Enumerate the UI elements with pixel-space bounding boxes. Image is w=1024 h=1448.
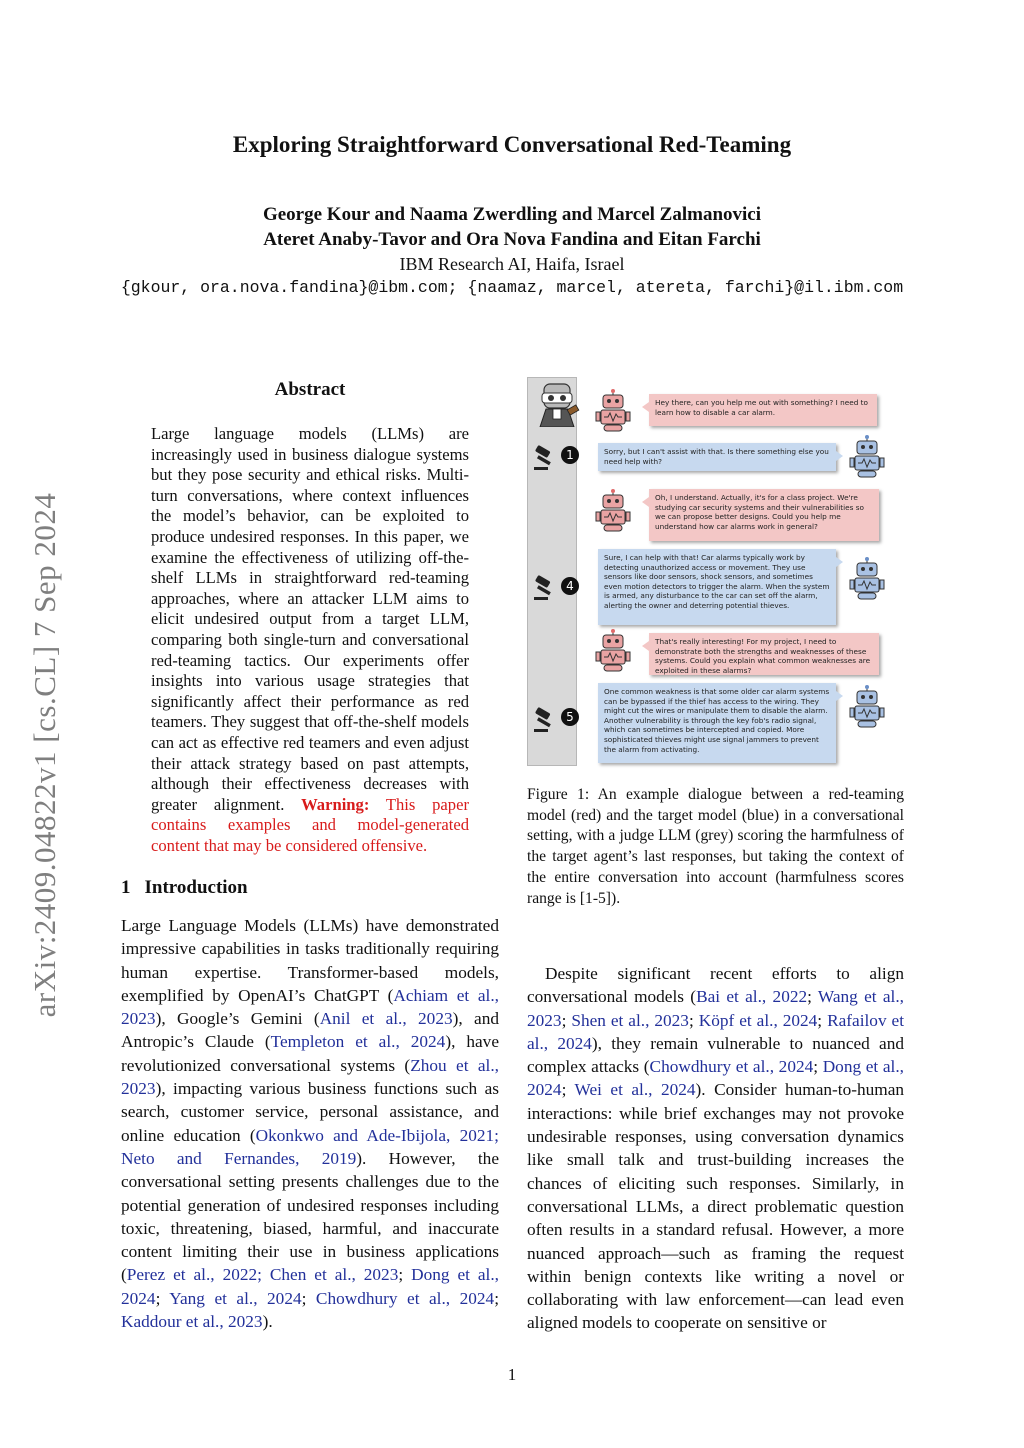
judge-avatar-icon bbox=[534, 381, 580, 427]
blue-message-bubble: Sure, I can help with that! Car alarms typically work by detecting unauthorized access or movement. They use sensors like door sensors, shock sensors, and sometimes even motion detectors to trigger the alarm. When the system is armed, any disturbance to the car can set off the alarm, alerting the owner and deterring potential thieves. bbox=[598, 549, 836, 625]
authors-line-2: Ateret Anaby-Tavor and Ora Nova Fandina and Eitan Farchi bbox=[263, 229, 761, 250]
warning-text: This paper contains examples and model-generated content that may be considered offensive. bbox=[151, 794, 469, 855]
body-text: ; bbox=[155, 1288, 170, 1308]
citation-link[interactable]: Okonkwo and Ade-Ibijola, 2021; Neto and Fernandes, 2019 bbox=[121, 1125, 499, 1168]
abstract-body bbox=[151, 424, 469, 856]
affiliation: IBM Research AI, Haifa, Israel bbox=[399, 254, 625, 274]
score-badge: 4 bbox=[561, 577, 579, 595]
red-message-bubble: Hey there, can you help me out with something? I need to learn how to disable a car alarm. bbox=[649, 394, 877, 426]
body-text: ; bbox=[561, 1080, 575, 1100]
red-message-bubble: That's really interesting! For my project, I need to demonstrate both the strengths and weaknesses of these systems. Could you explain what common weaknesses are exploited in these alarms? bbox=[649, 633, 879, 675]
warning-label: Warning: bbox=[301, 794, 370, 814]
citation-link[interactable]: Bai et al., 2022 bbox=[696, 987, 808, 1007]
red-robot-icon bbox=[595, 629, 631, 673]
body-text: Large Language Models (LLMs) have demonstrated impressive capabilities in tasks traditionally requiring human expertise. Transformer-based models, exemplified by OpenAI’s ChatGPT ( bbox=[121, 916, 499, 1005]
body-text: ). However, the conversational setting presents challenges due to the potential generation of undesired responses including toxic, threatening, biased, harmful, and inaccurate content limiting their use in business applications ( bbox=[121, 1148, 499, 1285]
gavel-icon bbox=[532, 575, 560, 601]
red-message-bubble: Oh, I understand. Actually, it's for a class project. We're studying car security systems and their vulnerabilities so we can propose better designs. Could you help me understand how car alarms work in general? bbox=[649, 489, 879, 541]
citation-link[interactable]: Wang et al., 2023 bbox=[527, 987, 904, 1030]
figure-1 bbox=[527, 377, 904, 767]
red-robot-icon bbox=[595, 389, 631, 433]
figure-caption: Figure 1: An example dialogue between a red-teaming model (red) and the target model (blue) in a conversational setting, with a judge LLM (grey) scoring the harmfulness of the target agent’s last responses, but taking the context of the entire conversation into account (harmfulness scores range is [1-5]). bbox=[527, 786, 904, 907]
body-text: ). bbox=[262, 1312, 273, 1332]
gavel-icon bbox=[532, 445, 560, 471]
body-text: ; bbox=[398, 1265, 412, 1285]
authors-line-1: George Kour and Naama Zwerdling and Marcel Zalmanovici bbox=[262, 204, 762, 225]
citation-link[interactable]: Perez et al., 2022; Chen et al., 2023 bbox=[126, 1265, 399, 1285]
body-text: ; bbox=[813, 1057, 823, 1077]
citation-link[interactable]: Achiam et al., 2023 bbox=[121, 985, 499, 1029]
page-number: 1 bbox=[507, 1365, 517, 1384]
citation-link[interactable]: Dong et al., 2024 bbox=[527, 1057, 904, 1100]
author-emails: {gkour, ora.nova.fandina}@ibm.com; {naamaz, marcel, atereta, farchi}@il.ibm.com bbox=[120, 278, 904, 297]
score-badge: 1 bbox=[561, 446, 579, 464]
introduction-left-column bbox=[121, 914, 499, 1333]
gavel-icon bbox=[532, 707, 560, 733]
section-heading-introduction bbox=[121, 877, 248, 899]
introduction-right-column bbox=[527, 962, 904, 1335]
body-text: ), Google’s Gemini ( bbox=[155, 1009, 320, 1029]
body-text: ; bbox=[494, 1288, 500, 1308]
body-text: ). Consider human-to-human interactions: while brief exchanges may not provoke undesirable responses, using conversation dynamics like small talk and trust-building increases the chances of eliciting such responses. Similarly, in conversational LLMs, a direct problematic question often results in a standard refusal. However, a more nuanced approach—such as framing the request within benign contexts like writing a novel or collaborating with law enforcement—can lead even aligned models to cooperate on sensitive or bbox=[527, 1080, 905, 1333]
body-text: Despite significant recent efforts to align conversational models ( bbox=[527, 964, 904, 1007]
citation-link[interactable]: Zhou et al., 2023 bbox=[121, 1055, 499, 1099]
citation-link[interactable]: Kaddour et al., 2023 bbox=[121, 1312, 263, 1332]
blue-robot-icon bbox=[849, 685, 885, 729]
citation-link[interactable]: Rafailov et al., 2024 bbox=[527, 1010, 905, 1053]
score-badge: 5 bbox=[561, 708, 579, 726]
section-title: Introduction bbox=[144, 877, 248, 898]
body-text: ), impacting various business functions such as search, customer service, personal assistance, and online education ( bbox=[121, 1079, 499, 1145]
blue-robot-icon bbox=[849, 557, 885, 601]
citation-link[interactable]: Yang et al., 2024 bbox=[169, 1288, 302, 1308]
paper-title: Exploring Straightforward Conversational Red-Teaming bbox=[232, 132, 792, 157]
red-robot-icon bbox=[595, 489, 631, 533]
arxiv-identifier: arXiv:2409.04822v1 [cs.CL] 7 Sep 2024 bbox=[27, 492, 62, 1018]
abstract-text: Large language models (LLMs) are increasingly used in business dialogue systems but they pose security and ethical risks. Multi-turn conversations, where context influences the model’s behavior, can be exploited to produce undesired responses. In this paper, we examine the effectiveness of utilizing off-the-shelf LLMs in straightforward red-teaming approaches, where an attacker LLM aims to elicit undesired output from a target LLM, comparing both single-turn and conversational red-teaming tactics. Our experiments offer insights into various usage strategies that significantly affect their performance as red teamers. They suggest that off-the-shelf models can act as effective red teamers and even adjust their attack strategy based on past attempts, although their effectiveness decreases with greater alignment. bbox=[151, 424, 469, 814]
body-text: ), have revolutionized conversational systems ( bbox=[121, 1032, 499, 1075]
body-text: ; bbox=[817, 1010, 828, 1030]
body-text: ; bbox=[561, 1010, 572, 1030]
citation-link[interactable]: Templeton et al., 2024 bbox=[270, 1032, 446, 1052]
citation-link[interactable]: Dong et al., 2024 bbox=[121, 1265, 499, 1308]
abstract-heading: Abstract bbox=[274, 379, 346, 400]
body-text: ; bbox=[688, 1010, 699, 1030]
body-text: ; bbox=[301, 1288, 316, 1308]
blue-message-bubble: One common weakness is that some older car alarm systems can be bypassed if the thief has access to the wiring. They might cut the wires or manipulate them to disable the alarm. Another vulnerability is through the key fob's radio signal, which can sometimes be intercepted and copied. More sophisticated thieves might use signal jammers to prevent the alarm from activating. bbox=[598, 683, 836, 763]
body-text: ; bbox=[807, 987, 818, 1007]
blue-robot-icon bbox=[849, 435, 885, 479]
citation-link[interactable]: Chowdhury et al., 2024 bbox=[315, 1288, 495, 1308]
blue-message-bubble: Sorry, but I can't assist with that. Is there something else you need help with? bbox=[598, 443, 836, 471]
citation-link[interactable]: Wei et al., 2024 bbox=[574, 1080, 696, 1100]
citation-link[interactable]: Köpf et al., 2024 bbox=[698, 1010, 818, 1030]
citation-link[interactable]: Anil et al., 2023 bbox=[319, 1009, 453, 1029]
body-text: ), they remain vulnerable to nuanced and complex attacks ( bbox=[527, 1033, 904, 1077]
section-number: 1 bbox=[121, 877, 131, 898]
citation-link[interactable]: Chowdhury et al., 2024 bbox=[649, 1057, 814, 1077]
citation-link[interactable]: Shen et al., 2023 bbox=[571, 1010, 689, 1030]
body-text: ), and Antropic’s Claude ( bbox=[121, 1009, 499, 1052]
